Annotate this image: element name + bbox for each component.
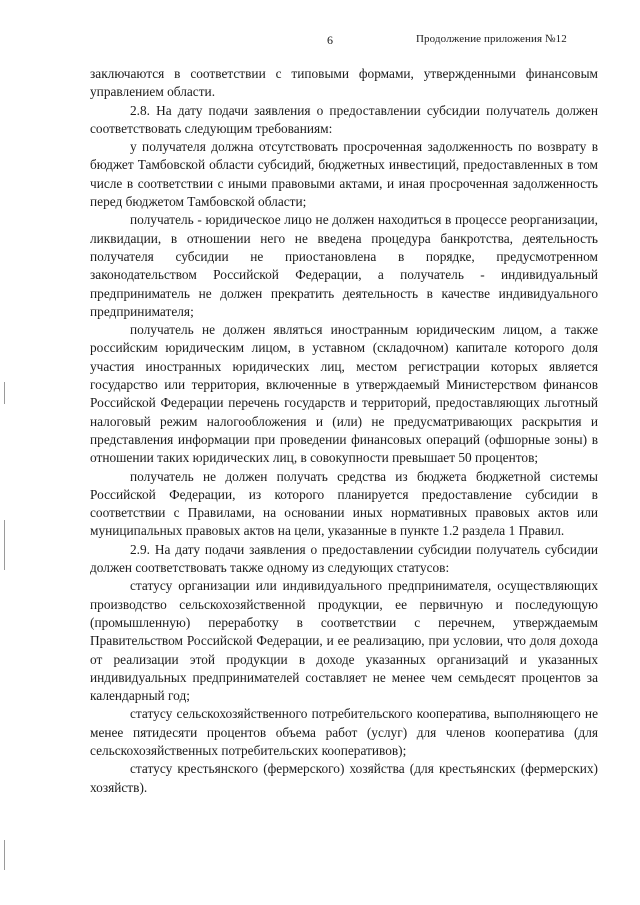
clause-2-8: 2.8. На дату подачи заявления о предоставлении субсидии получатель должен соответствовать следующим требованиям: bbox=[90, 102, 598, 136]
document-body bbox=[90, 65, 598, 797]
paragraph-continuation: заключаются в соответствии с типовыми формами, утвержденными финансовым управлением области. bbox=[90, 66, 598, 100]
requirement-no-reorganization: получатель - юридическое лицо не должен находиться в процессе реорганизации, ликвидации, в отношении него не введена процедура банкротства, деятельность получателя субсидии не приостановлена в порядке, предусмотренном законодательством Российской Федерации, а получатель - индивидуальный предприниматель не должен прекратить деятельность в качестве индивидуального предпринимателя; bbox=[90, 212, 598, 319]
requirement-no-other-funds: получатель не должен получать средства из бюджета бюджетной системы Российской Федерации, из которого планируется предоставление субсидии в соответствии с Правилами, на основании иных нормативных правовых актов или муниципальных правовых актов на цели, указанные в пункте 1.2 раздела 1 Правил. bbox=[90, 468, 598, 539]
appendix-continuation-note: Продолжение приложения №12 bbox=[416, 33, 567, 45]
page-number: 6 bbox=[327, 33, 333, 47]
status-farm-household: статусу крестьянского (фермерского) хозяйства (для крестьянских (фермерских) хозяйств). bbox=[90, 761, 598, 795]
requirement-not-foreign-entity: получатель не должен являться иностранным юридическим лицом, а также российским юридическим лицом, в уставном (складочном) капитале которого доля участия иностранных юридических лиц, местом регистрации которых является государство или территория, включенные в утверждаемый Министерством финансов Российской Федерации перечень государств и территорий, предоставляющих льготный налоговый режим налогообложения и (или) не предусматривающих раскрытия и представления информации при проведении финансовых операций (офшорные зоны) в отношении таких юридических лиц, в совокупности превышает 50 процентов; bbox=[90, 322, 598, 466]
status-consumer-cooperative: статусу сельскохозяйственного потребительского кооператива, выполняющего не менее пятидесяти процентов объема работ (услуг) для членов кооператива (для сельскохозяйственных потребительских кооперативов); bbox=[90, 706, 598, 758]
clause-2-9: 2.9. На дату подачи заявления о предоставлении субсидии получатель субсидии должен соответствовать также одному из следующих статусов: bbox=[90, 541, 598, 576]
scan-edge-mark bbox=[4, 382, 5, 404]
scan-edge-mark bbox=[4, 840, 5, 870]
scan-edge-mark bbox=[4, 520, 5, 570]
status-agricultural-producer: статусу организации или индивидуального предпринимателя, осуществляющих производство сельскохозяйственной продукции, ее первичную и последующую (промышленную) переработку в соответствии с перечнем, утверждаемым Правительством Российской Федерации, и ее реализацию, при условии, что доля дохода от реализации этой продукции в доходе указанных организаций и указанных индивидуальных предпринимателей составляет не менее чем семьдесят процентов за календарный год; bbox=[90, 578, 598, 704]
requirement-no-debt: у получателя должна отсутствовать просроченная задолженность по возврату в бюджет Тамбовской области субсидий, бюджетных инвестиций, предоставленных в том числе в соответствии с иными правовыми актами, и иная просроченная задолженность перед бюджетом Тамбовской области; bbox=[90, 139, 598, 210]
